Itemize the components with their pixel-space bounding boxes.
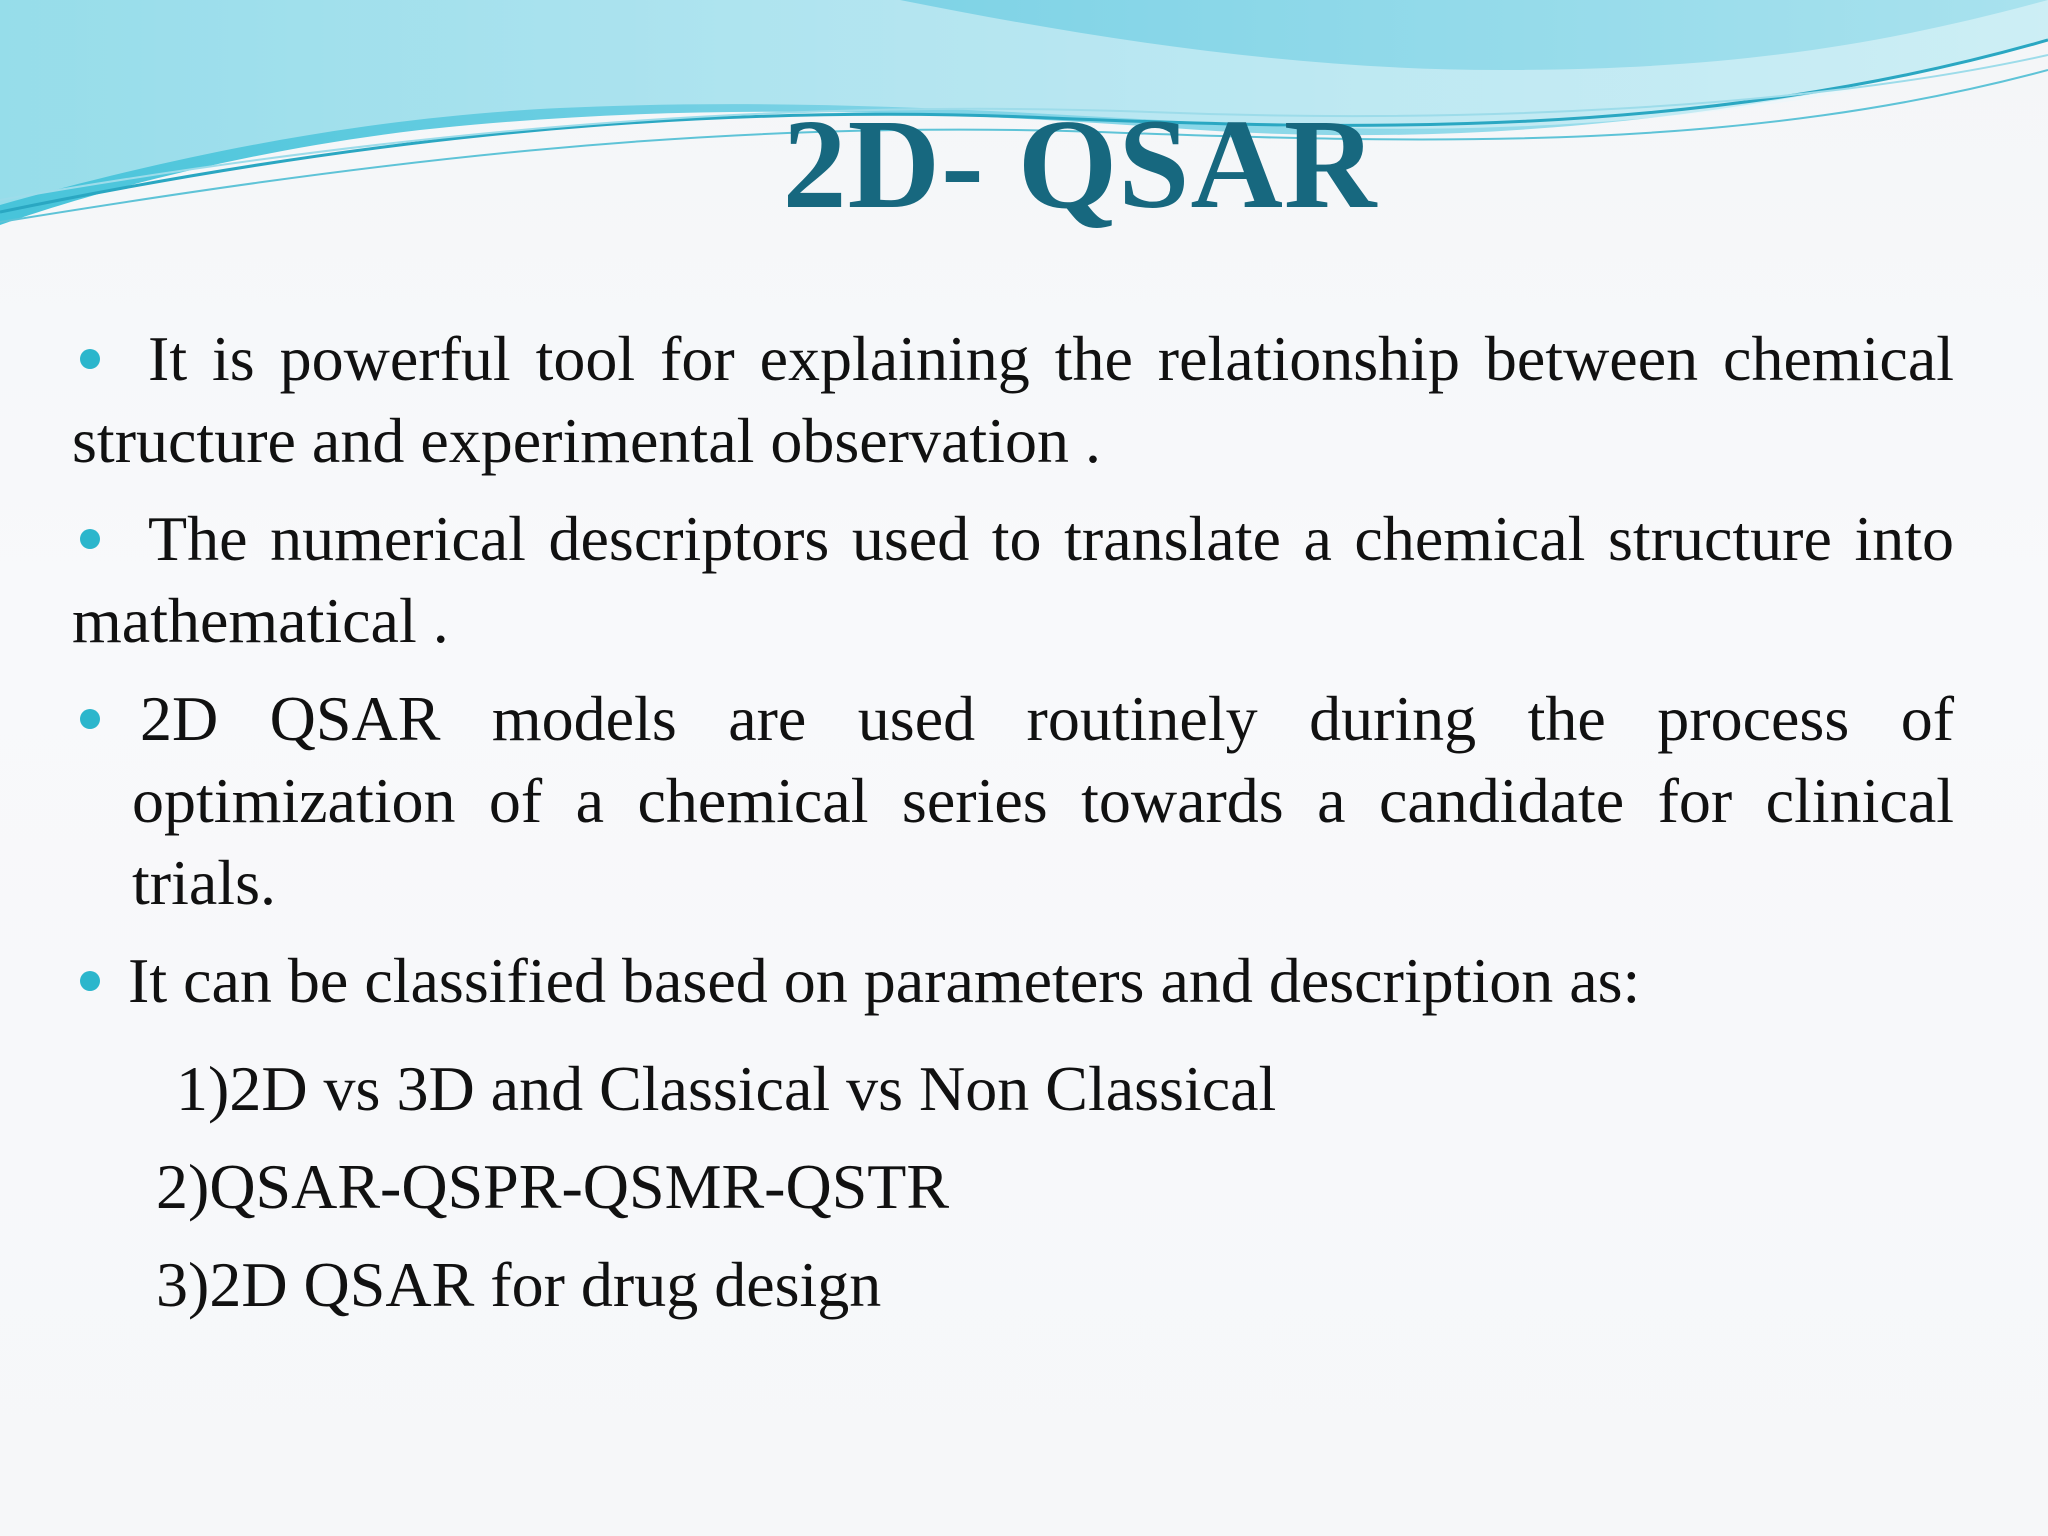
bullet-text: It is powerful tool for explaining the relationship between chemical structure and experimental observation . (72, 323, 1954, 476)
classification-list (72, 1040, 1954, 1334)
bullet-item (72, 318, 1954, 482)
bullet-item (72, 498, 1954, 662)
bullet-dot-icon (80, 971, 100, 991)
bullet-dot-icon (80, 709, 100, 729)
bullet-item (72, 678, 1954, 924)
bullet-item (72, 940, 1954, 1022)
classification-item: 3)2D QSAR for drug design (156, 1249, 882, 1320)
slide-title: 2D- QSAR (782, 93, 1378, 235)
classification-item: 1)2D vs 3D and Classical vs Non Classical (176, 1053, 1277, 1124)
classification-item: 2)QSAR-QSPR-QSMR-QSTR (156, 1151, 950, 1222)
bullet-text: It can be classified based on parameters and description as: (128, 945, 1641, 1016)
slide-body (72, 318, 1954, 1334)
bullet-text: The numerical descriptors used to translate a chemical structure into mathematical . (72, 503, 1954, 656)
bullet-dot-icon (80, 529, 100, 549)
bullet-dot-icon (80, 349, 100, 369)
bullet-text: 2D QSAR models are used routinely during the process of optimization of a chemical series towards a candidate for clinical trials. (132, 683, 1954, 918)
